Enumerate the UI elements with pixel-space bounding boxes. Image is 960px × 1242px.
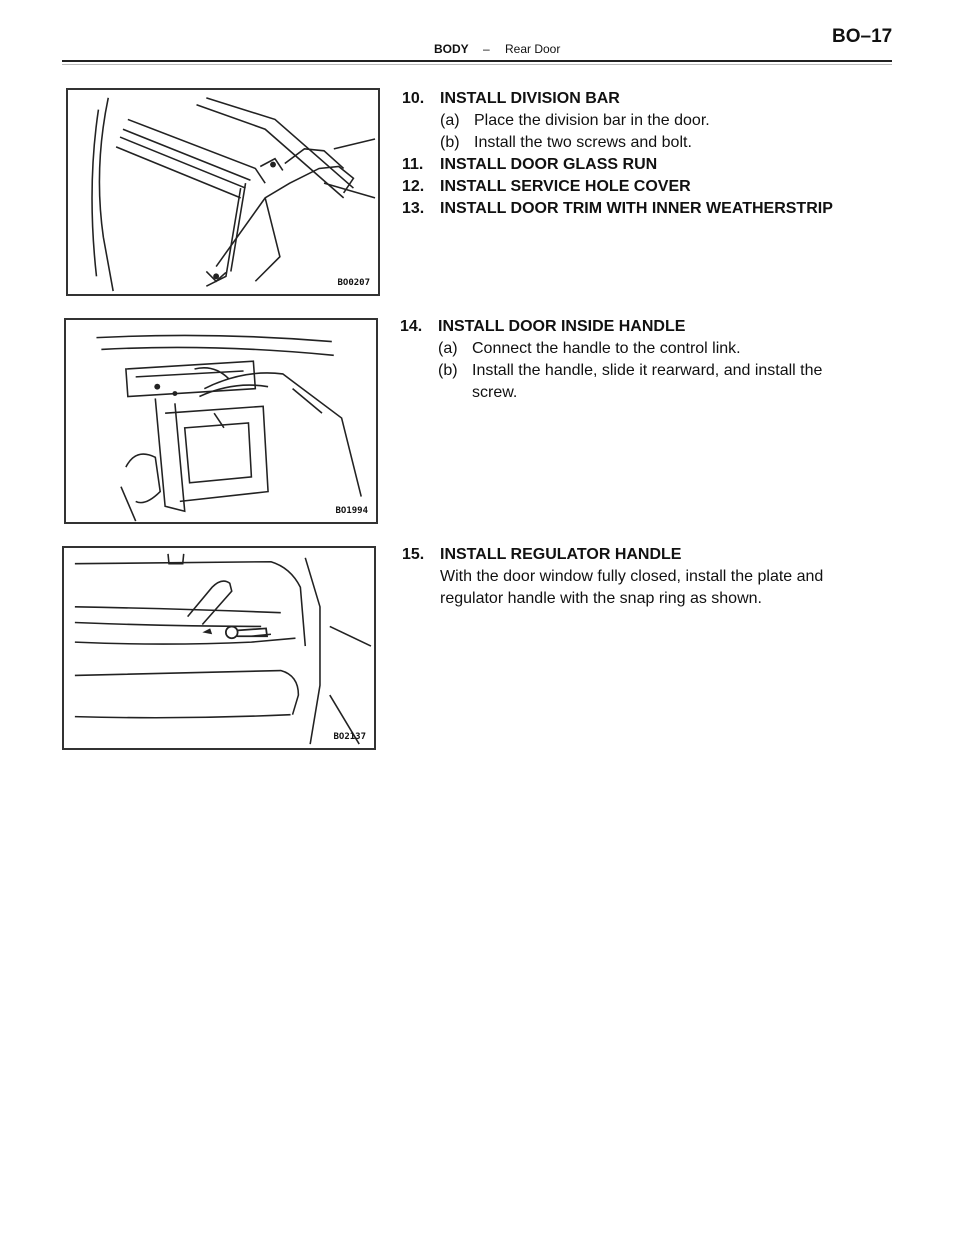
step-15-text-line-1: With the door window fully closed, install the plate and [440, 568, 824, 585]
step-15 [402, 544, 681, 566]
step-12 [402, 176, 691, 198]
step-10 [402, 88, 620, 110]
sub-text: Connect the handle to the control link. [472, 340, 741, 357]
sub-text: Install the two screws and bolt. [474, 134, 692, 151]
sub-text: Place the division bar in the door. [474, 112, 710, 129]
inside-handle-illustration [66, 320, 376, 522]
step-14-a [438, 338, 741, 360]
step-14 [400, 316, 685, 338]
figure-code: BO1994 [335, 506, 368, 516]
figure-regulator-handle [62, 546, 376, 750]
step-11 [402, 154, 657, 176]
step-number: 12. [402, 178, 425, 195]
figure-inside-handle [64, 318, 378, 524]
page-number: BO–17 [832, 26, 893, 47]
step-title: INSTALL DIVISION BAR [440, 90, 620, 107]
sub-label: (a) [438, 340, 458, 357]
step-number: 14. [400, 318, 423, 335]
step-number: 11. [402, 156, 424, 173]
regulator-handle-illustration [64, 548, 374, 748]
step-title: INSTALL REGULATOR HANDLE [440, 546, 682, 563]
step-14-b-continued [472, 382, 517, 404]
step-title: INSTALL SERVICE HOLE COVER [440, 178, 691, 195]
figure-code: BO2137 [333, 732, 366, 742]
step-number: 13. [402, 200, 425, 217]
sub-label: (a) [440, 112, 460, 129]
sub-label: (b) [438, 362, 458, 379]
step-13 [402, 198, 833, 220]
step-title: INSTALL DOOR GLASS RUN [440, 156, 658, 173]
figure-division-bar [66, 88, 380, 296]
sub-text: Install the handle, slide it rearward, and install the [472, 362, 823, 379]
sub-text: screw. [472, 384, 518, 401]
header-rule [62, 60, 892, 62]
step-title: INSTALL DOOR INSIDE HANDLE [438, 318, 686, 335]
division-bar-illustration [68, 90, 378, 294]
header-section: BODY [434, 42, 469, 56]
figure-code: BO0207 [337, 278, 370, 288]
header-separator: – [483, 42, 490, 56]
step-title: INSTALL DOOR TRIM WITH INNER WEATHERSTRIP [440, 200, 833, 217]
step-10-b [440, 132, 692, 154]
step-10-a [440, 110, 710, 132]
step-15-text-line-2: regulator handle with the snap ring as shown. [440, 590, 762, 607]
header-subsection: Rear Door [505, 42, 561, 56]
step-number: 10. [402, 90, 425, 107]
header-rule-secondary [62, 64, 892, 65]
sub-label: (b) [440, 134, 460, 151]
step-number: 15. [402, 546, 425, 563]
step-14-b [438, 360, 822, 382]
